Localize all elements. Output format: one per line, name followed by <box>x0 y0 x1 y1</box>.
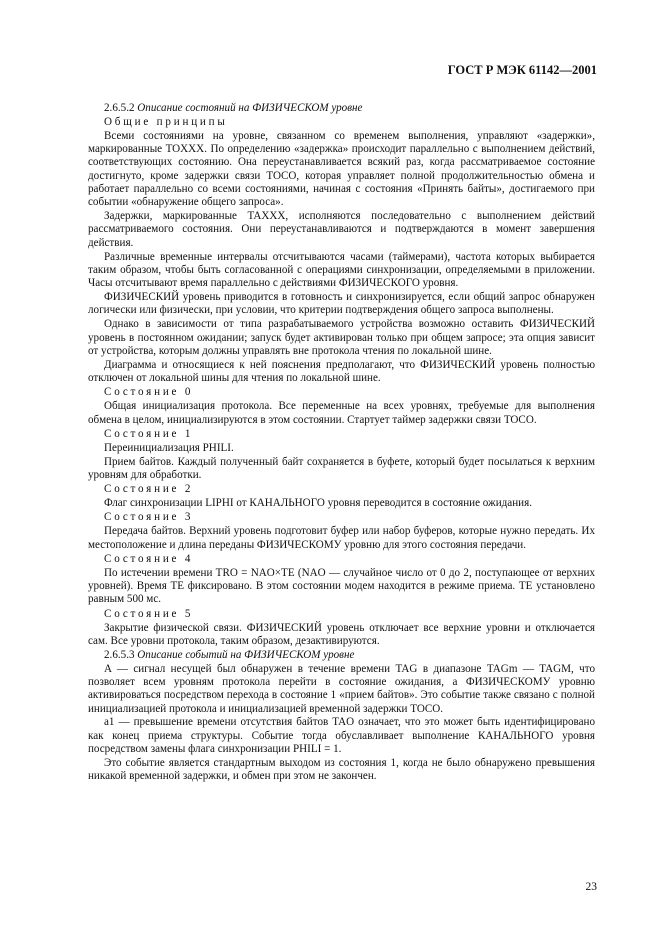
paragraph: Всеми состояниями на уровне, связанном со временем выполнения, управляют «задержки», маркированные TOXXX. По определению «задержка» происходит параллельно с выполнением действий, соответствующих состоянию. Она переустанавливается всякий раз, когда рассматриваемое состояние достигнуто, кроме задержки связи TOCO, которая управляет полной продолжительностью обмена и работает параллельно со всеми состояниями, начиная с состояния «Принять байты», достигаемого при событии «обнаружение общего запроса». <box>88 129 595 209</box>
paragraph: ФИЗИЧЕСКИЙ уровень приводится в готовность и синхронизируется, если общий запрос обнаружен логически или физически, при условии, что критерии подтверждения общего запроса выполнены. <box>88 291 595 317</box>
paragraph: Закрытие физической связи. ФИЗИЧЕСКИЙ уровень отключает все верхние уровни и отключается сам. Все уровни протокола, таким образом, дезактивируются. <box>88 621 595 647</box>
paragraph: Это событие является стандартным выходом из состояния 1, когда не было обнаружено превышения никакой временной задержки, и обмен при этом не закончен. <box>88 756 595 783</box>
paragraph: Передача байтов. Верхний уровень подготовит буфер или набор буферов, которые нужно передать. Их местоположение и длина переданы ФИЗИЧЕСКОМУ уровню для этого состояния передачи. <box>88 525 595 551</box>
paragraph: Различные временные интервалы отсчитываются часами (таймерами), частота которых выбирается таким образом, чтобы быть согласованной с операциями синхронизации, определяемыми в приложении. Часы отсчитывают время параллельно с действиями ФИЗИЧЕСКОГО уровня. <box>88 250 595 290</box>
subheading: Состояние 5 <box>104 607 194 620</box>
document-header: ГОСТ Р МЭК 61142—2001 <box>447 63 597 77</box>
subheading: Состояние 1 <box>104 427 194 440</box>
paragraph: Общая инициализация протокола. Все переменные на всех уровнях, требуемые для выполнения обмена в целом, инициализируются в этом состоянии. Стартует таймер задержки связи TOCO. <box>88 400 595 426</box>
paragraph: a1 — превышение времени отсутствия байтов TAO означает, что это может быть идентифицировано как конец приема структуры. Событие тогда обуславливает выполнение КАНАЛЬНОГО уровня посредством замены флага синхронизации PHILI = 1. <box>88 716 595 756</box>
section-heading: 2.6.5.2 Описание состояний на ФИЗИЧЕСКОМ уровне <box>104 101 363 114</box>
paragraph: Однако в зависимости от типа разрабатываемого устройства возможно оставить ФИЗИЧЕСКИЙ уровень в постоянном ожидании; запуск будет активирован только при общем запросе; эта опция зависит от устройства, которым должны управлять вне протокола чтения по локальной шине. <box>88 318 595 357</box>
paragraph: Переинициализация PHILI. <box>104 441 234 454</box>
subheading: Состояние 4 <box>104 552 194 565</box>
paragraph: Диаграмма и относящиеся к ней пояснения предполагают, что ФИЗИЧЕСКИЙ уровень полностью отключен от локальной шины для чтения по локальной шине. <box>88 358 595 385</box>
paragraph: Прием байтов. Каждый полученный байт сохраняется в буфете, который будет посылаться к верхним уровням для обработки. <box>88 455 595 481</box>
document-body <box>88 101 595 784</box>
subheading: Общие принципы <box>104 115 228 128</box>
subheading: Состояние 3 <box>104 511 194 524</box>
section-heading: 2.6.5.3 Описание событий на ФИЗИЧЕСКОМ уровне <box>104 648 355 661</box>
paragraph: Флаг синхронизации LIPHI от КАНАЛЬНОГО уровня переводится в состояние ожидания. <box>104 497 532 510</box>
page-number: 23 <box>585 881 597 893</box>
paragraph: A — сигнал несущей был обнаружен в течение времени TAG в диапазоне TAGm — TAGM, что позволяет всем уровням протокола перейти в состояние ожидания, а ФИЗИЧЕСКОМУ уровню активироваться посредством перехода в состояние 1 «прием байтов». Это событие также связано с полной инициализацией протокола и инициализацией временной задержки TOCO. <box>88 662 595 715</box>
subheading: Состояние 2 <box>104 483 194 496</box>
paragraph: Задержки, маркированные TAXXX, исполняются последовательно с выполнением действий рассматриваемого состояния. Они переустанавливаются и подтверждаются в момент завершения действия. <box>88 210 595 249</box>
paragraph: По истечении времени TRO = NAO×TE (NAO — случайное число от 0 до 2, поступающее от верхних уровней). Время TE фиксировано. В этом состоянии модем находится в режиме приема. TE установлено равным 500 мс. <box>88 566 595 606</box>
subheading: Состояние 0 <box>104 386 194 399</box>
